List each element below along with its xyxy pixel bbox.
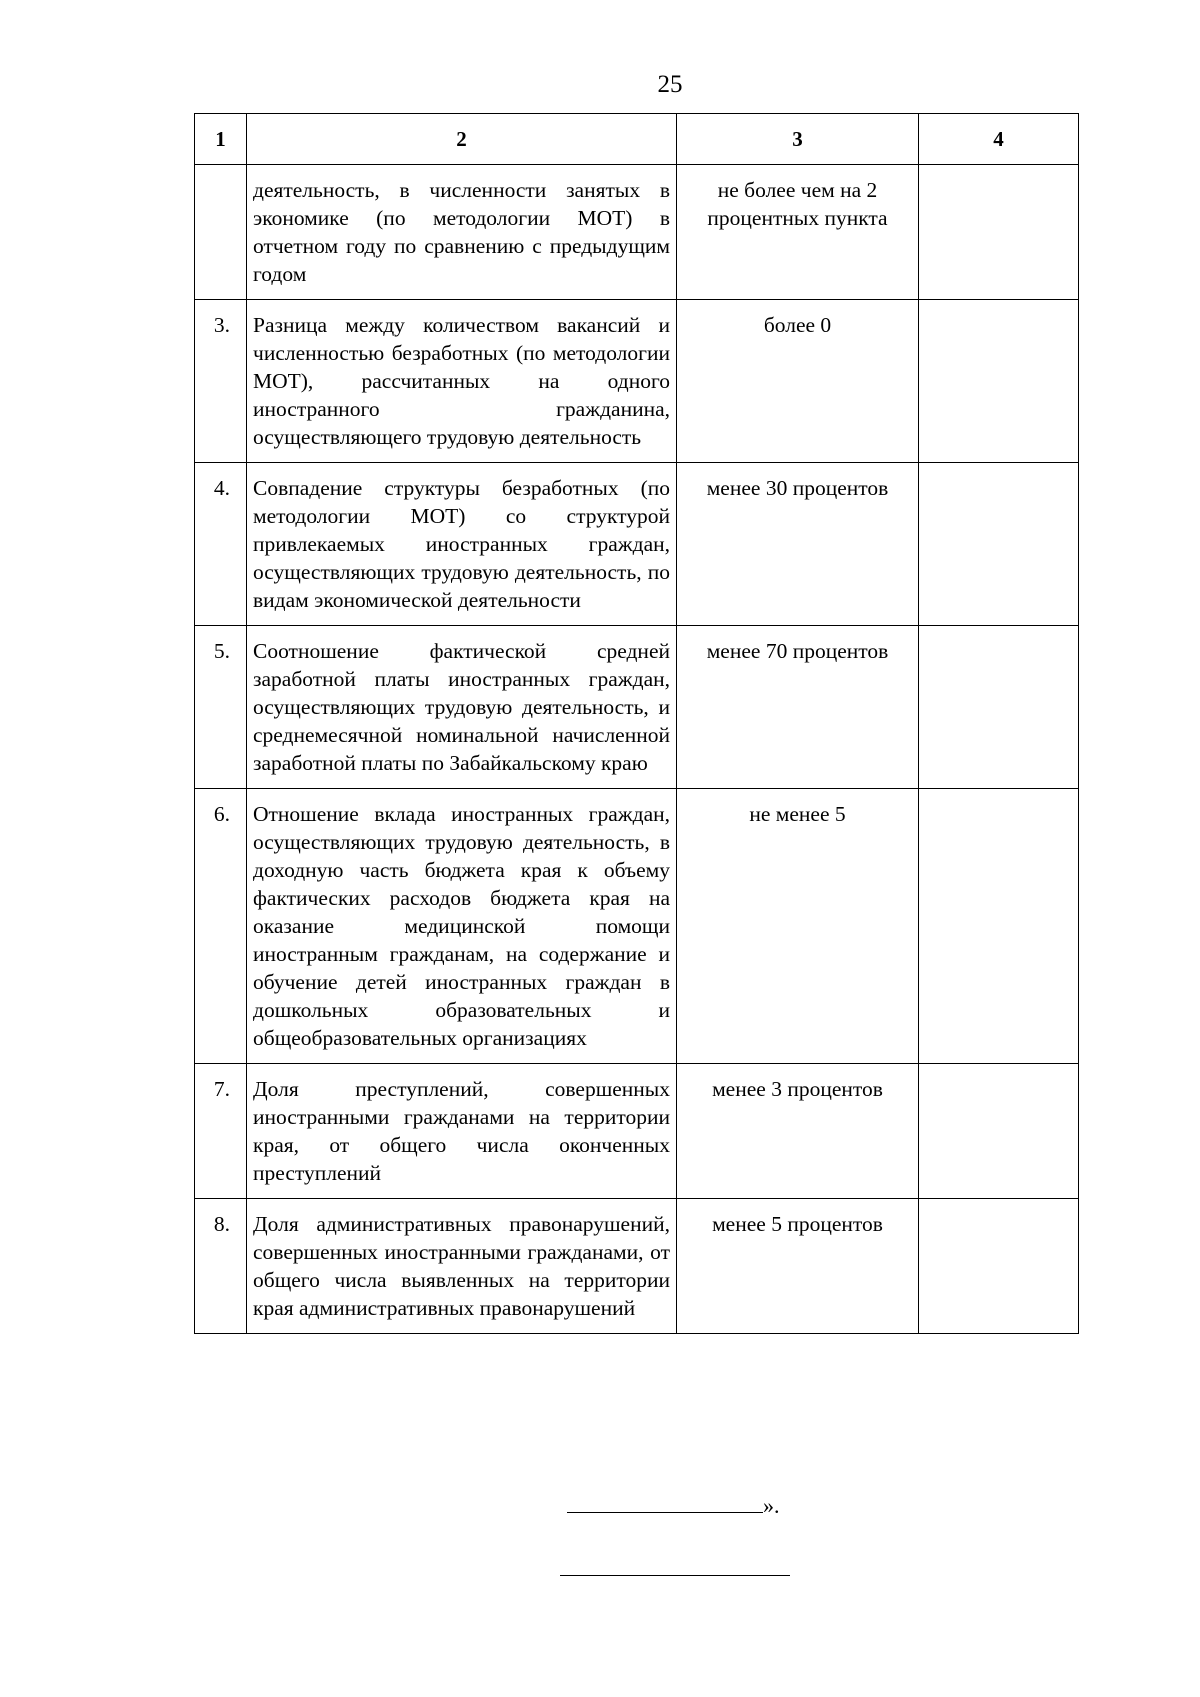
table-row: [195, 789, 1079, 1064]
table-row: [195, 165, 1079, 300]
table-row: [195, 626, 1079, 789]
threshold-value: менее 5 процентов: [677, 1199, 919, 1334]
indicator-text: Соотношение фактической средней заработной платы иностранных граждан, осуществляющих трудовую деятельность, и среднемесячной номинальной начисленной заработной платы по Забайкальскому краю: [247, 626, 677, 789]
threshold-value: более 0: [677, 300, 919, 463]
threshold-value: менее 70 процентов: [677, 626, 919, 789]
indicator-text: Отношение вклада иностранных граждан, осуществляющих трудовую деятельность, в доходную часть бюджета края к объему фактических расходов бюджета края на оказание медицинской помощи иностранным гражданам, на содержание и обучение детей иностранных граждан в дошкольных образовательных и общеобразовательных организациях: [247, 789, 677, 1064]
indicator-text: Совпадение структуры безработных (по методологии МОТ) со структурой привлекаемых иностранных граждан, осуществляющих трудовую деятельность, по видам экономической деятельности: [247, 463, 677, 626]
closing-mark: [567, 1492, 780, 1520]
table-row: [195, 1064, 1079, 1199]
column-header-1: 1: [195, 114, 247, 165]
note-cell: [919, 626, 1079, 789]
note-cell: [919, 1199, 1079, 1334]
threshold-value: менее 3 процентов: [677, 1064, 919, 1199]
note-cell: [919, 1064, 1079, 1199]
indicator-text: Разница между количеством вакансий и численностью безработных (по методологии МОТ), рассчитанных на одного иностранного гражданина, осуществляющего трудовую деятельность: [247, 300, 677, 463]
note-cell: [919, 789, 1079, 1064]
indicators-table-container: [194, 113, 1078, 1334]
row-number: 3.: [195, 300, 247, 463]
end-of-document-rule: [560, 1575, 790, 1576]
row-number: 7.: [195, 1064, 247, 1199]
table-row: [195, 463, 1079, 626]
table-header-row: [195, 114, 1079, 165]
note-cell: [919, 300, 1079, 463]
row-number: [195, 165, 247, 300]
note-cell: [919, 463, 1079, 626]
closing-quote: ».: [763, 1493, 780, 1518]
indicator-text: деятельность, в численности занятых в экономике (по методологии МОТ) в отчетном году по сравнению с предыдущим годом: [247, 165, 677, 300]
row-number: 8.: [195, 1199, 247, 1334]
row-number: 6.: [195, 789, 247, 1064]
column-header-4: 4: [919, 114, 1079, 165]
indicators-table: [194, 113, 1079, 1334]
row-number: 5.: [195, 626, 247, 789]
row-number: 4.: [195, 463, 247, 626]
column-header-3: 3: [677, 114, 919, 165]
page-number: 25: [657, 71, 683, 98]
table-row: [195, 1199, 1079, 1334]
indicator-text: Доля административных правонарушений, совершенных иностранными гражданами, от общего числа выявленных на территории края административных правонарушений: [247, 1199, 677, 1334]
indicator-text: Доля преступлений, совершенных иностранными гражданами на территории края, от общего числа оконченных преступлений: [247, 1064, 677, 1199]
table-row: [195, 300, 1079, 463]
threshold-value: не более чем на 2 процентных пункта: [677, 165, 919, 300]
column-header-2: 2: [247, 114, 677, 165]
threshold-value: менее 30 процентов: [677, 463, 919, 626]
threshold-value: не менее 5: [677, 789, 919, 1064]
note-cell: [919, 165, 1079, 300]
blank-underline: [567, 1492, 763, 1513]
